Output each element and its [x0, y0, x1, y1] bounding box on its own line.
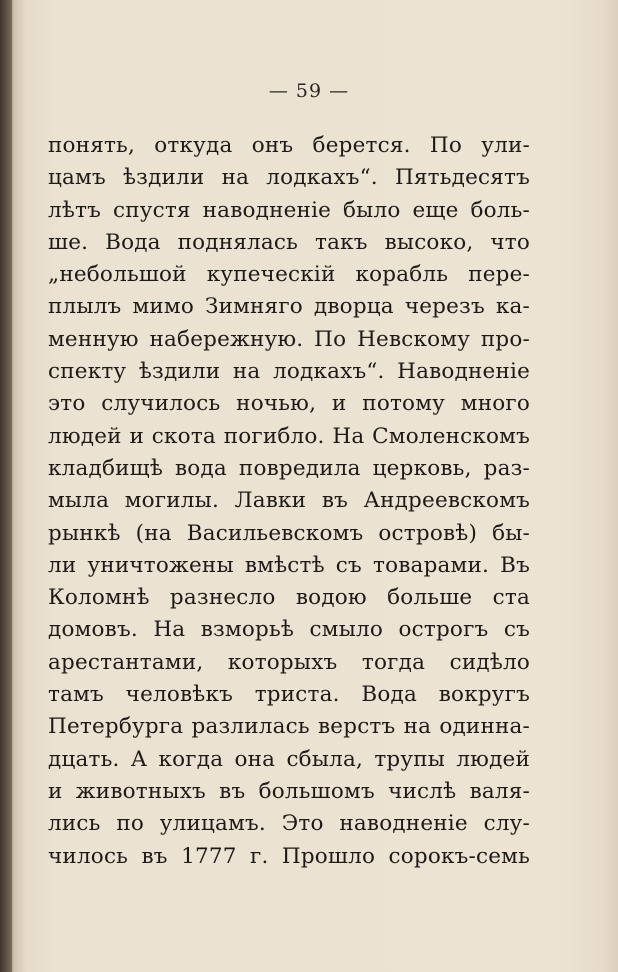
- body-text: [48, 130, 530, 873]
- text-line: спекту ѣздили на лодкахъ“. Наводненіе: [48, 359, 530, 385]
- text-line: лѣтъ спустя наводненіе было еще боль-: [48, 197, 530, 223]
- text-line: „небольшой купеческій корабль пере-: [48, 262, 530, 288]
- text-line: рынкѣ (на Васильевскомъ островѣ) бы-: [48, 520, 530, 546]
- text-line: это случилось ночью, и потому много: [48, 391, 530, 417]
- text-line: и животныхъ въ большомъ числѣ валя-: [48, 778, 530, 804]
- text-line: людей и скота погибло. На Смоленскомъ: [48, 423, 530, 449]
- page-number: — 59 —: [268, 80, 350, 102]
- text-line: цамъ ѣздили на лодкахъ“. Пятьдесятъ: [48, 165, 530, 191]
- text-line: ше. Вода поднялась такъ высоко, что: [48, 229, 530, 255]
- text-line: плылъ мимо Зимняго дворца черезъ ка-: [48, 294, 530, 320]
- text-line: дцать. А когда она сбыла, трупы людей: [48, 746, 530, 772]
- text-line: ли уничтожены вмѣстѣ съ товарами. Въ: [48, 552, 530, 578]
- text-line: арестантами, которыхъ тогда сидѣло: [48, 649, 530, 675]
- text-line: мыла могилы. Лавки въ Андреевскомъ: [48, 488, 530, 514]
- text-line: лись по улицамъ. Это наводненіе слу-: [48, 811, 530, 837]
- text-line: понять, откуда онъ берется. По ули-: [48, 133, 530, 158]
- text-line: Петербурга разлилась верстъ на одинна-: [48, 714, 530, 740]
- text-line: менную набережную. По Невскому про-: [48, 326, 530, 352]
- text-line: тамъ человѣкъ триста. Вода вокругъ: [48, 682, 530, 708]
- text-line: домовъ. На взморьѣ смыло острогъ съ: [48, 617, 530, 643]
- text-line: чилось въ 1777 г. Прошло сорокъ-семь: [48, 843, 530, 869]
- text-line: Коломнѣ разнесло водою больше ста: [48, 585, 530, 611]
- book-gutter: [0, 0, 12, 972]
- text-line: кладбищѣ вода повредила церковь, раз-: [48, 455, 530, 481]
